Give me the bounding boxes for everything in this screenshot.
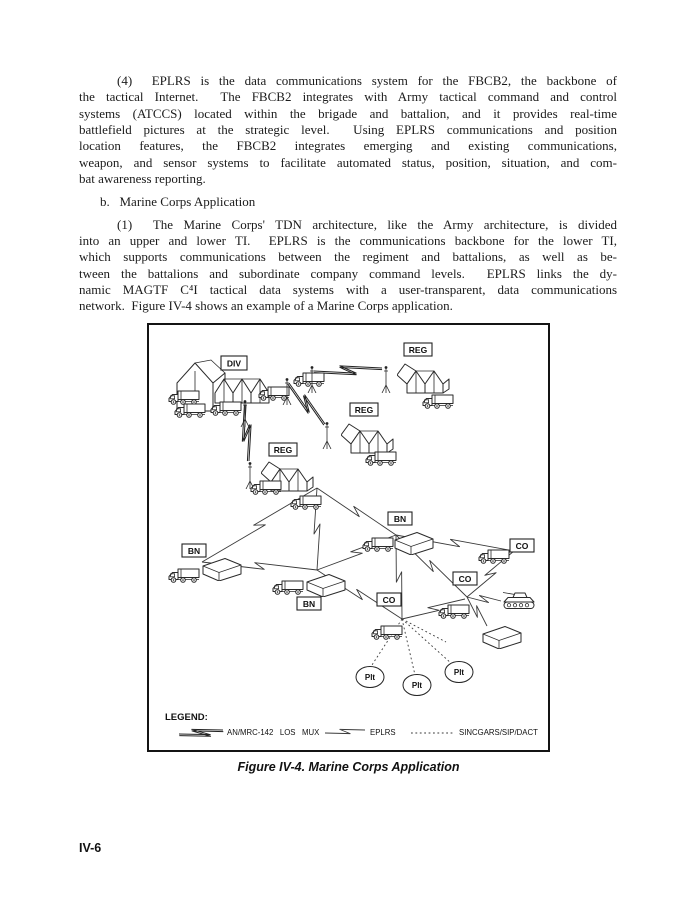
node-label-bn-mid bbox=[297, 597, 321, 610]
node-label-bn-right bbox=[388, 512, 412, 525]
text-line: systems (ATCCS) located within the brigade and battalion, and it provides real-time bbox=[79, 105, 617, 121]
tent-icon bbox=[203, 559, 241, 582]
network-diagram bbox=[149, 325, 548, 750]
node-label-plt-3 bbox=[445, 662, 473, 683]
reg-node-art bbox=[246, 364, 453, 509]
text-line: weapon, and sensor systems to facilitate automated status, position, situation, and com- bbox=[79, 154, 617, 170]
figure-iv-4-frame bbox=[147, 323, 550, 752]
text-line: the tactical Internet. The FBCB2 integrates with Army tactical command and control bbox=[79, 89, 617, 105]
antenna-icon bbox=[241, 400, 249, 427]
text-line: which supports communications between the regiment and battalions, as well as be- bbox=[79, 249, 617, 265]
node-label-plt-2 bbox=[403, 675, 431, 696]
tent-icon bbox=[397, 364, 449, 393]
legend-item-eplrs: EPLRS bbox=[370, 728, 396, 737]
tank-icon bbox=[503, 593, 534, 609]
figure-caption: Figure IV-4. Marine Corps Application bbox=[237, 760, 460, 774]
svg-text:Plt: Plt bbox=[411, 681, 423, 690]
svg-text:Plt: Plt bbox=[453, 668, 465, 677]
svg-text:CO: CO bbox=[382, 595, 396, 605]
svg-text:REG: REG bbox=[354, 405, 374, 415]
text-line: (4) EPLRS is the data communications system for the FBCB2, the backbone of bbox=[117, 73, 617, 88]
antenna-icon bbox=[323, 422, 331, 449]
node-label-reg-top bbox=[404, 343, 432, 356]
tent-icon bbox=[307, 575, 345, 598]
svg-text:CO: CO bbox=[515, 541, 529, 551]
figure-legend bbox=[165, 712, 538, 737]
text-line: namic MAGTF C⁴I tactical data systems with a user-transparent, data communications bbox=[79, 282, 617, 298]
truck-icon bbox=[423, 395, 453, 408]
truck-icon bbox=[363, 538, 393, 551]
page-number: IV-6 bbox=[79, 841, 102, 855]
legend-title: LEGEND: bbox=[165, 712, 208, 723]
truck-icon bbox=[291, 496, 321, 509]
node-label-plt-1 bbox=[356, 667, 384, 688]
truck-icon bbox=[169, 391, 199, 404]
antenna-icon bbox=[246, 462, 254, 489]
node-label-co-left bbox=[377, 593, 401, 606]
text-line: (1) The Marine Corps' TDN architecture, like the Army architecture, is divided bbox=[117, 216, 617, 232]
svg-text:BN: BN bbox=[393, 514, 407, 524]
text-line: network. Figure IV-4 shows an example of a Marine Corps application. bbox=[79, 298, 453, 314]
legend-item-los-mux: AN/MRC-142 LOS MUX bbox=[227, 728, 320, 737]
text-line: location features, the FBCB2 integrates emerging and existing communications, bbox=[79, 138, 617, 154]
paragraph-4 bbox=[79, 73, 617, 187]
svg-text:DIV: DIV bbox=[226, 358, 242, 369]
truck-icon bbox=[251, 481, 281, 494]
svg-text:REG: REG bbox=[408, 345, 428, 355]
text-line: into an upper and lower TI. EPLRS is the communications backbone for the lower TI, bbox=[79, 233, 617, 249]
node-label-co-right bbox=[510, 539, 534, 552]
node-label-div bbox=[221, 356, 247, 370]
body-text bbox=[79, 73, 617, 315]
svg-text:REG: REG bbox=[273, 445, 293, 455]
bn-co-node-art bbox=[169, 533, 534, 650]
svg-text:CO: CO bbox=[458, 574, 472, 584]
truck-icon bbox=[372, 626, 402, 639]
node-label-bn-left bbox=[182, 544, 206, 557]
paragraph-1 bbox=[79, 217, 617, 315]
heading-marine-corps-application: b. Marine Corps Application bbox=[100, 194, 256, 210]
svg-text:BN: BN bbox=[302, 599, 316, 609]
text-line: tween the battalions and subordinate company command levels. EPLRS links the dy- bbox=[79, 265, 617, 281]
tent-icon bbox=[341, 424, 393, 453]
legend-item-sincgars: SINCGARS/SIP/DACT bbox=[459, 728, 538, 737]
node-label-reg-left bbox=[269, 443, 297, 456]
truck-icon bbox=[294, 373, 324, 386]
node-label-co-mid bbox=[453, 572, 477, 585]
tent-icon bbox=[215, 379, 269, 403]
text-line: battlefield pictures at the strategic level. Using EPLRS communications and position bbox=[79, 122, 617, 138]
truck-icon bbox=[169, 569, 199, 582]
node-label-reg-mid bbox=[350, 403, 378, 416]
truck-icon bbox=[366, 452, 396, 465]
tent-icon bbox=[483, 627, 521, 650]
svg-text:BN: BN bbox=[187, 546, 201, 556]
truck-icon bbox=[479, 550, 509, 563]
svg-text:Plt: Plt bbox=[364, 673, 376, 682]
antenna-icon bbox=[382, 366, 390, 393]
truck-icon bbox=[273, 581, 303, 594]
text-line: bat awareness reporting. bbox=[79, 171, 206, 187]
truck-icon bbox=[439, 605, 469, 618]
